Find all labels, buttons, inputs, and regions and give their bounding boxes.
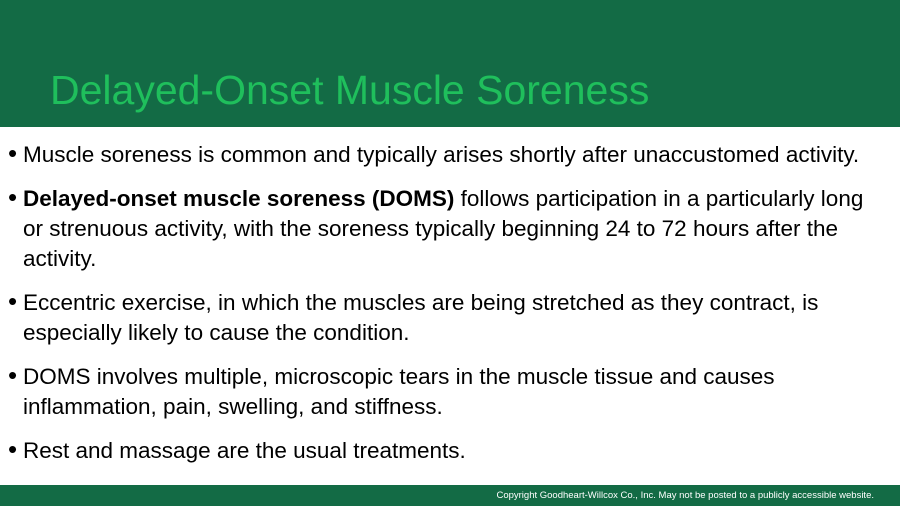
bullet-icon: •	[8, 182, 18, 212]
copyright-notice: Copyright Goodheart-Willcox Co., Inc. May not be posted to a publicly accessible website.	[496, 490, 874, 501]
footer-bar	[0, 485, 900, 506]
bullet-bold-term: Delayed-onset muscle soreness (DOMS)	[23, 186, 455, 211]
bullet-text: Eccentric exercise, in which the muscles are being stretched as they contract, is especially likely to cause the condition.	[23, 290, 819, 345]
bullet-icon: •	[8, 434, 18, 464]
bullet-text: follows participation in a particularly long or strenuous activity, with the soreness typically beginning 24 to 72 hours after the activity.	[23, 186, 864, 271]
bullet-item	[0, 362, 900, 422]
bullet-icon: •	[8, 138, 18, 168]
bullet-text: Muscle soreness is common and typically arises shortly after unaccustomed activity.	[23, 142, 860, 167]
bullet-text: Rest and massage are the usual treatments.	[23, 438, 466, 463]
bullet-item	[0, 436, 900, 466]
bullet-text: DOMS involves multiple, microscopic tears in the muscle tissue and causes inflammation, pain, swelling, and stiffness.	[23, 364, 775, 419]
bullet-item	[0, 140, 900, 170]
bullet-item	[0, 184, 900, 274]
slide-title: Delayed-Onset Muscle Soreness	[50, 67, 650, 113]
bullet-icon: •	[8, 286, 18, 316]
bullet-list	[0, 140, 900, 480]
bullet-icon: •	[8, 360, 18, 390]
bullet-item	[0, 288, 900, 348]
